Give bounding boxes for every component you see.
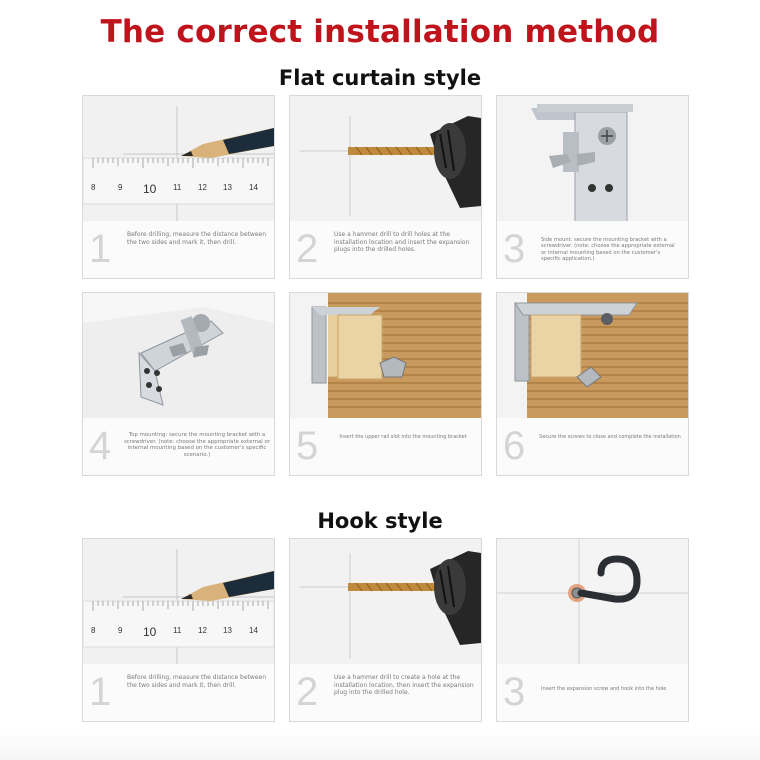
measure-photo (83, 96, 274, 221)
footer-fade (0, 728, 760, 760)
step-number: 2 (296, 227, 319, 271)
secure-screws-photo (497, 293, 688, 418)
ruler-label: 9 (118, 626, 123, 635)
hook-photo (497, 539, 688, 664)
step-description: Insert the expansion screw and hook into the hole (541, 686, 667, 692)
step-description: Secure the screws to close and complete the installation (539, 434, 681, 440)
step-card-flat-5 (289, 292, 482, 476)
drill-photo (290, 96, 481, 221)
step-card-flat-3 (496, 95, 689, 279)
step-card-flat-4 (82, 292, 275, 476)
step-number: 4 (89, 424, 112, 468)
step-number: 1 (89, 670, 112, 714)
section-title-hook: Hook style (317, 509, 443, 533)
step-description: Use a hammer drill to create a hole at the installation location, then insert the expansion plug into the drilled hole. (334, 674, 474, 696)
page-title: The correct installation method (100, 14, 660, 50)
ruler-label: 14 (249, 626, 258, 635)
step-card-hook-2 (289, 538, 482, 722)
measure-photo (83, 539, 274, 664)
ruler-label: 11 (173, 626, 182, 635)
step-number: 2 (296, 670, 319, 714)
step-card-flat-6 (496, 292, 689, 476)
step-number: 5 (296, 424, 319, 468)
ruler-label: 10 (143, 625, 157, 639)
ruler-label: 9 (118, 183, 123, 192)
step-number: 1 (89, 227, 112, 271)
ruler-label: 14 (249, 183, 258, 192)
step-description: Before drilling, measure the distance between the two sides and mark it, then drill. (127, 674, 266, 689)
step-number: 6 (503, 424, 526, 468)
drill-photo (290, 539, 481, 664)
step-description: Before drilling, measure the distance between the two sides and mark it, then drill. (127, 231, 266, 246)
step-number: 3 (503, 670, 526, 714)
ruler-label: 11 (173, 183, 182, 192)
side-bracket-photo (497, 96, 688, 221)
step-description: Insert the upper rail slot into the mounting bracket (339, 434, 467, 440)
step-card-hook-1 (82, 538, 275, 722)
ruler-label: 8 (91, 183, 96, 192)
top-bracket-photo (83, 293, 274, 418)
ruler-label: 13 (223, 183, 232, 192)
ruler-label: 12 (198, 626, 207, 635)
step-number: 3 (503, 227, 526, 271)
ruler-label: 13 (223, 626, 232, 635)
step-card-flat-2 (289, 95, 482, 279)
section-title-flat-curtain: Flat curtain style (278, 66, 482, 90)
step-description: Side mount: secure the mounting bracket with a screwdriver. (note: choose the appropriate external or internal mounting based on the customer's specific application.) (541, 237, 675, 263)
step-card-flat-1 (82, 95, 275, 279)
step-description: Use a hammer drill to drill holes at the installation location and insert the expansion plugs into the drilled holes. (334, 231, 470, 253)
step-description: Top mounting: secure the mounting bracket with a screwdriver. (note: choose the appropriate external or internal mounting based on the customer's specific scenario.) (123, 432, 271, 458)
ruler-label: 10 (143, 182, 157, 196)
step-card-hook-3 (496, 538, 689, 722)
rail-insert-photo (290, 293, 481, 418)
ruler-label: 12 (198, 183, 207, 192)
ruler-label: 8 (91, 626, 96, 635)
